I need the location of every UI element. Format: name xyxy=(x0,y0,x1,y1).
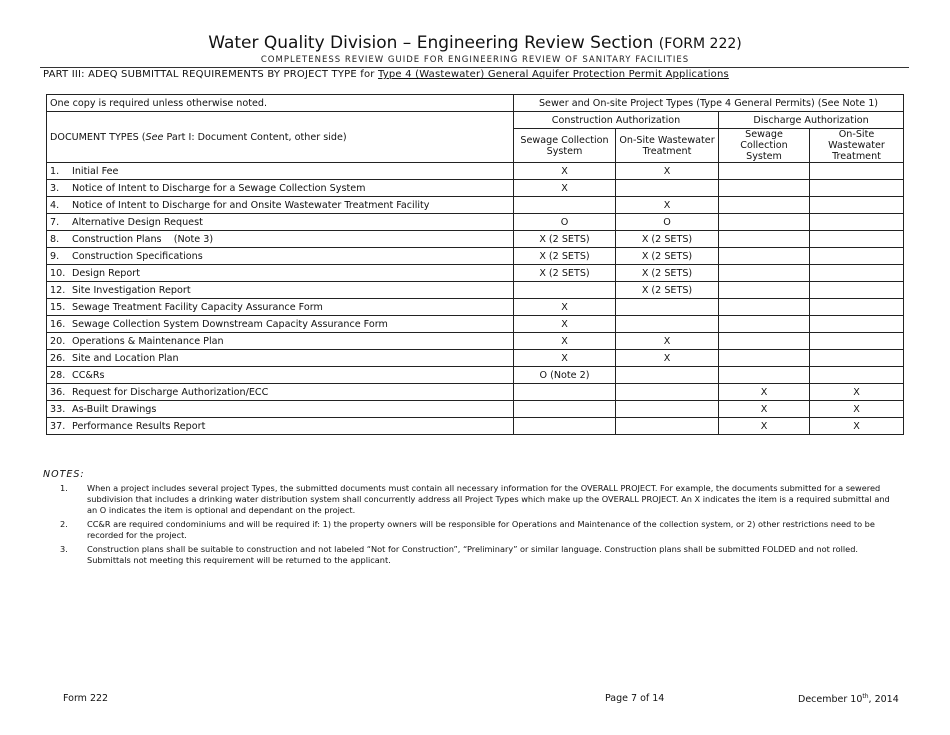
row-label: Alternative Design Request xyxy=(72,216,203,228)
requirement-cell: X xyxy=(616,197,719,214)
requirement-cell xyxy=(810,333,904,350)
table-row xyxy=(47,367,904,384)
requirement-cell: X xyxy=(514,350,616,367)
part-permit-type: Type 4 (Wastewater) General Aquifer Protection Permit Applications xyxy=(378,69,729,80)
requirement-cell xyxy=(810,180,904,197)
note-text: Construction plans shall be suitable to construction and not labeled “Not for Construction”, “Preliminary” or similar language. Construction plans shall be submitted FOLDED and not rolled. Submittals not meeting this requirement will be returned to the applicant. xyxy=(87,544,859,565)
construction-authorization-header: Construction Authorization xyxy=(514,112,719,129)
requirement-cell xyxy=(616,367,719,384)
row-label: Request for Discharge Authorization/ECC xyxy=(72,386,269,398)
requirement-cell: X xyxy=(616,350,719,367)
document-type-cell xyxy=(47,367,514,384)
row-label: Construction Specifications xyxy=(72,250,203,262)
row-number: 3. xyxy=(50,182,60,194)
project-types-header: Sewer and On-site Project Types (Type 4 General Permits) (See Note 1) xyxy=(514,95,904,112)
document-type-cell xyxy=(47,316,514,333)
requirement-cell xyxy=(810,163,904,180)
col-onsite-treatment: On-Site Wastewater Treatment xyxy=(616,129,719,163)
requirement-cell xyxy=(810,248,904,265)
col-onsite-treatment-discharge: On-Site Wastewater Treatment xyxy=(810,129,904,163)
discharge-authorization-header: Discharge Authorization xyxy=(719,112,904,129)
requirement-cell xyxy=(810,197,904,214)
requirement-cell: X xyxy=(719,384,810,401)
row-label: Design Report xyxy=(72,267,140,279)
document-type-cell xyxy=(47,401,514,418)
footer-form: Form 222 xyxy=(63,693,109,704)
table-row xyxy=(47,231,904,248)
form-label: (FORM 222) xyxy=(658,36,742,52)
notes-title: NOTES: xyxy=(43,469,85,480)
requirement-cell xyxy=(719,231,810,248)
row-number: 15. xyxy=(50,301,66,313)
requirement-cell: X xyxy=(514,180,616,197)
requirement-cell: X (2 SETS) xyxy=(616,248,719,265)
row-number: 1. xyxy=(50,165,60,177)
row-label: Construction Plans (Note 3) xyxy=(72,233,214,245)
row-number: 33. xyxy=(50,403,66,415)
requirement-cell: X (2 SETS) xyxy=(616,231,719,248)
row-number: 26. xyxy=(50,352,66,364)
requirement-cell: O (Note 2) xyxy=(514,367,616,384)
requirement-cell: X xyxy=(719,401,810,418)
row-label: Sewage Treatment Facility Capacity Assurance Form xyxy=(72,301,323,313)
requirement-cell xyxy=(616,384,719,401)
requirement-cell: O xyxy=(616,214,719,231)
page-title xyxy=(0,33,950,53)
row-number: 20. xyxy=(50,335,66,347)
requirement-cell xyxy=(616,299,719,316)
requirement-cell: X xyxy=(514,333,616,350)
note-number: 3. xyxy=(60,544,68,554)
table-body xyxy=(47,163,904,435)
requirement-cell: X xyxy=(810,418,904,435)
requirement-cell: X (2 SETS) xyxy=(616,265,719,282)
requirement-cell xyxy=(616,180,719,197)
note-number: 1. xyxy=(60,483,68,493)
requirement-cell xyxy=(719,248,810,265)
table-row xyxy=(47,197,904,214)
note-item xyxy=(60,519,900,541)
note-text: When a project includes several project Types, the submitted documents must contain all necessary information for the OVERALL PROJECT. For example, the documents submitted for a sewered subdivision that includes a drinking water distribution system shall concurrently address all Project Types which make up the OVERALL PROJECT. An X indicates the item is a required submittal and an O indicates the item is optional and dependant on the project. xyxy=(87,483,890,515)
requirement-cell: X (2 SETS) xyxy=(616,282,719,299)
row-label: Site Investigation Report xyxy=(72,284,191,296)
document-types-header: DOCUMENT TYPES (See Part I: Document Content, other side) xyxy=(47,112,514,163)
document-type-cell xyxy=(47,282,514,299)
requirement-cell xyxy=(810,214,904,231)
part-heading xyxy=(43,69,729,80)
document-type-cell xyxy=(47,384,514,401)
requirement-cell xyxy=(719,163,810,180)
requirement-cell xyxy=(514,282,616,299)
requirement-cell: X xyxy=(719,418,810,435)
requirement-cell: X xyxy=(810,401,904,418)
table-row xyxy=(47,214,904,231)
row-label: Notice of Intent to Discharge for a Sewage Collection System xyxy=(72,182,366,194)
requirement-cell xyxy=(514,418,616,435)
requirement-cell: X xyxy=(514,299,616,316)
requirement-cell: X (2 SETS) xyxy=(514,265,616,282)
row-label: Operations & Maintenance Plan xyxy=(72,335,224,347)
table-row xyxy=(47,299,904,316)
header-divider xyxy=(40,67,909,68)
requirement-cell xyxy=(616,401,719,418)
col-sewage-collection: Sewage Collection System xyxy=(514,129,616,163)
row-label: Notice of Intent to Discharge for and Onsite Wastewater Treatment Facility xyxy=(72,199,430,211)
table-row xyxy=(47,180,904,197)
note-item xyxy=(60,483,900,516)
row-number: 9. xyxy=(50,250,60,262)
requirement-cell xyxy=(719,299,810,316)
requirements-table xyxy=(46,94,904,435)
document-type-cell xyxy=(47,350,514,367)
requirement-cell: X xyxy=(514,316,616,333)
table-row xyxy=(47,401,904,418)
note-text: CC&R are required condominiums and will be required if: 1) the property owners will be responsible for Operations and Maintenance of the collection system, or 2) other restrictions need to be recorded for the project. xyxy=(87,519,875,540)
notes-list xyxy=(60,483,900,569)
requirement-cell xyxy=(810,231,904,248)
row-number: 37. xyxy=(50,420,66,432)
requirement-cell xyxy=(514,384,616,401)
document-type-cell xyxy=(47,333,514,350)
row-label: Initial Fee xyxy=(72,165,119,177)
header-row-1 xyxy=(47,95,904,112)
row-number: 4. xyxy=(50,199,60,211)
document-type-cell xyxy=(47,214,514,231)
requirement-cell xyxy=(810,350,904,367)
requirement-cell xyxy=(810,299,904,316)
table-row xyxy=(47,265,904,282)
requirement-cell xyxy=(616,316,719,333)
table-row xyxy=(47,333,904,350)
row-number: 12. xyxy=(50,284,66,296)
row-number: 7. xyxy=(50,216,60,228)
title-text: Water Quality Division – Engineering Review Section xyxy=(208,33,654,53)
note-number: 2. xyxy=(60,519,68,529)
note-item xyxy=(60,544,900,566)
requirement-cell: X xyxy=(616,163,719,180)
row-label: Site and Location Plan xyxy=(72,352,179,364)
row-number: 8. xyxy=(50,233,60,245)
requirement-cell xyxy=(514,197,616,214)
part-prefix: PART III: ADEQ SUBMITTAL REQUIREMENTS BY PROJECT TYPE for xyxy=(43,69,378,80)
document-type-cell xyxy=(47,180,514,197)
requirement-cell xyxy=(810,265,904,282)
requirement-cell xyxy=(616,418,719,435)
table-row xyxy=(47,418,904,435)
header-row-2 xyxy=(47,112,904,129)
requirement-cell: O xyxy=(514,214,616,231)
requirement-cell: X (2 SETS) xyxy=(514,231,616,248)
requirement-cell xyxy=(810,367,904,384)
table-row xyxy=(47,316,904,333)
page-subtitle: COMPLETENESS REVIEW GUIDE FOR ENGINEERING REVIEW OF SANITARY FACILITIES xyxy=(260,55,690,65)
requirement-cell: X (2 SETS) xyxy=(514,248,616,265)
row-label: Sewage Collection System Downstream Capacity Assurance Form xyxy=(72,318,388,330)
table-row xyxy=(47,384,904,401)
row-number: 16. xyxy=(50,318,66,330)
copy-note: One copy is required unless otherwise noted. xyxy=(47,95,514,112)
document-type-cell xyxy=(47,163,514,180)
requirement-cell xyxy=(719,197,810,214)
requirement-cell: X xyxy=(514,163,616,180)
requirement-cell xyxy=(719,350,810,367)
document-type-cell xyxy=(47,299,514,316)
document-type-cell xyxy=(47,265,514,282)
table-row xyxy=(47,350,904,367)
footer-date: December 10th, 2014 xyxy=(798,693,899,706)
row-label: Performance Results Report xyxy=(72,420,206,432)
row-label: As-Built Drawings xyxy=(72,403,157,415)
requirement-cell xyxy=(719,180,810,197)
row-label: CC&Rs xyxy=(72,369,105,381)
requirement-cell xyxy=(719,282,810,299)
row-number: 10. xyxy=(50,267,66,279)
requirement-cell xyxy=(719,316,810,333)
document-type-cell xyxy=(47,231,514,248)
document-type-cell xyxy=(47,248,514,265)
table-row xyxy=(47,248,904,265)
requirement-cell xyxy=(810,282,904,299)
requirement-cell xyxy=(719,367,810,384)
requirement-cell xyxy=(719,333,810,350)
table-row xyxy=(47,163,904,180)
requirement-cell xyxy=(719,265,810,282)
document-type-cell xyxy=(47,197,514,214)
row-number: 36. xyxy=(50,386,66,398)
requirement-cell xyxy=(719,214,810,231)
requirement-cell: X xyxy=(616,333,719,350)
requirement-cell: X xyxy=(810,384,904,401)
requirement-cell xyxy=(810,316,904,333)
col-sewage-collection-discharge: Sewage Collection System xyxy=(719,129,810,163)
document-type-cell xyxy=(47,418,514,435)
requirement-cell xyxy=(514,401,616,418)
footer-page: Page 7 of 14 xyxy=(605,693,665,704)
table-row xyxy=(47,282,904,299)
row-number: 28. xyxy=(50,369,66,381)
